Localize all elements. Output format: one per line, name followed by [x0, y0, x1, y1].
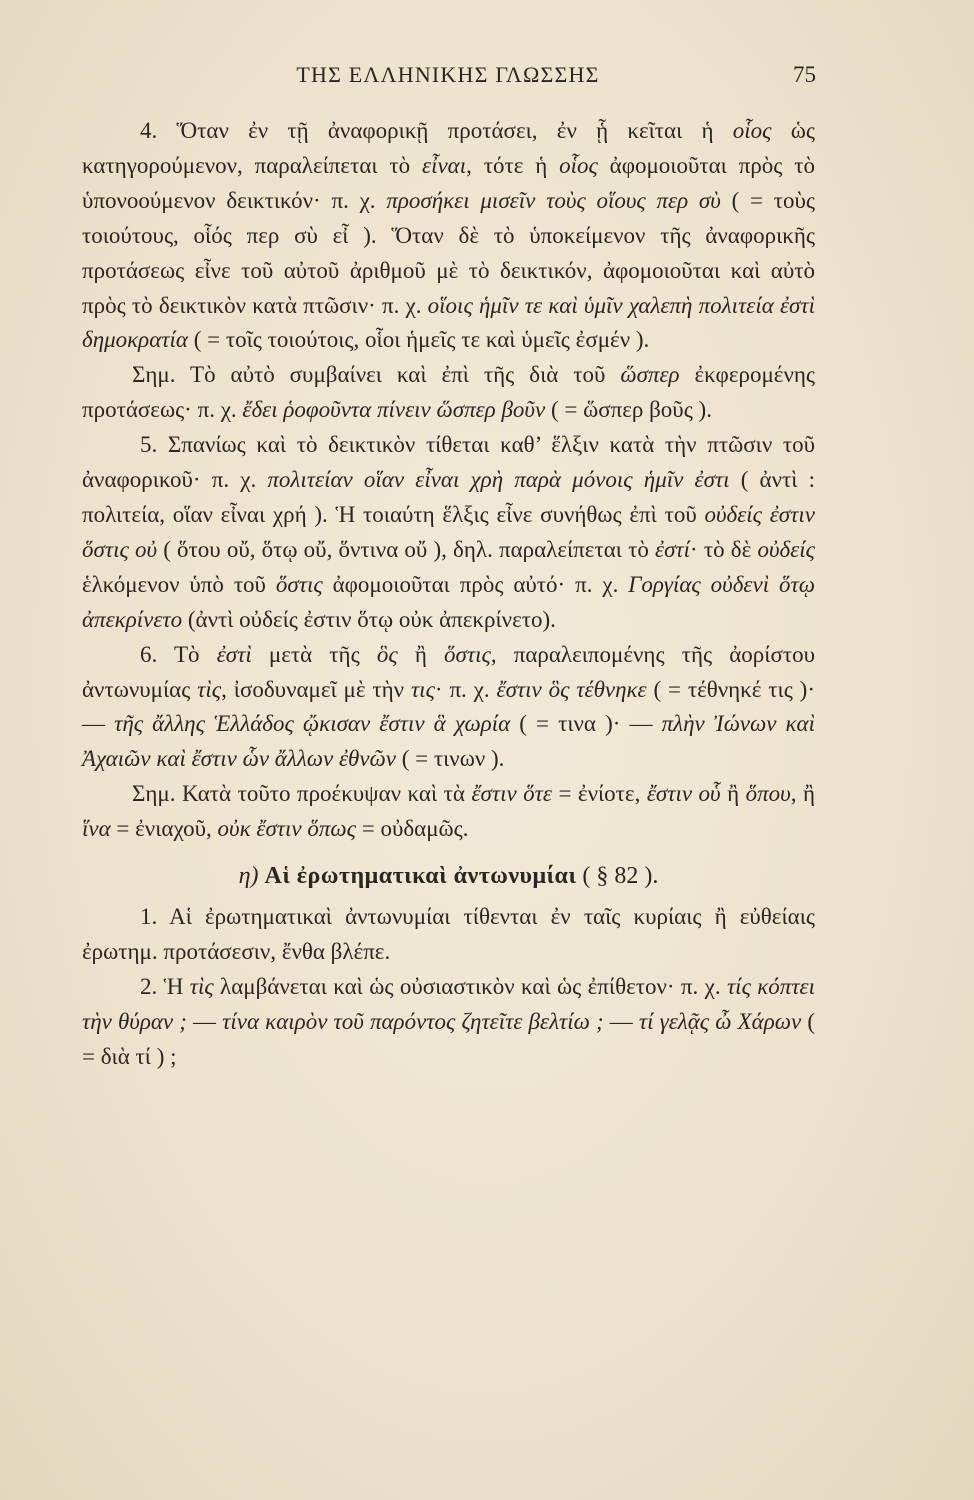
- italic-example: ὃς: [376, 641, 398, 667]
- italic-example: ἵνα: [82, 816, 111, 842]
- italic-example: πλὴν Ἰώνων καὶ Ἀχαιῶν καὶ ἔστιν ὧν ἄλλων ἐθνῶν: [82, 711, 815, 772]
- section-letter: η): [238, 863, 259, 890]
- text-run: ( ὅτου οὔ, ὅτῳ οὔ, ὅντινα οὔ ), δηλ. παραλείπεται τὸ: [157, 536, 656, 562]
- text-run: ὡς κατηγορούμενον, παραλείπεται τὸ: [82, 118, 815, 178]
- text-run: ( = τοὺς τοιούτους, οἷός περ σὺ εἶ ). Ὅταν δὲ τὸ ὑποκείμενον τῆς ἀναφορικῆς προτάσεως εἶνε τοῦ αὐτοῦ ἀριθμοῦ μὲ τὸ δεικτικόν, ἀφομοιοῦται καὶ αὐτὸ πρὸς τὸ δεικτικὸν κατὰ πτῶσιν· π. χ.: [82, 187, 815, 318]
- text-run: 5. Σπανίως καὶ τὸ δεικτικὸν τίθεται καθ’ ἕλξιν κατὰ τὴν πτῶσιν τοῦ ἀναφορικοῦ· π. χ.: [82, 432, 815, 493]
- italic-example: τίνα καιρὸν τοῦ παρόντος ζητεῖτε βελτίω ;: [222, 1008, 604, 1034]
- text-run: = ἐνιαχοῦ,: [110, 816, 218, 842]
- italic-example: οὐκ ἔστιν ὅπως: [217, 816, 356, 842]
- italic-example: ἔστιν ὅτε: [471, 781, 552, 807]
- italic-example: ὥσπερ: [620, 362, 680, 388]
- italic-example: ὅστις: [275, 571, 323, 597]
- text-run: ἢ: [397, 641, 445, 667]
- text-run: ἑλκόμενον ὑπὸ τοῦ: [82, 571, 276, 597]
- note-1: [82, 358, 815, 428]
- italic-example: Γοργίας οὐδενὶ ὅτῳ ἀπεκρίνετο: [82, 571, 815, 632]
- text-run: ( = ὥσπερ βοῦς ).: [545, 397, 712, 423]
- text-run: ( = τοῖς τοιούτοις, οἷοι ἡμεῖς τε καὶ ὑμεῖς ἐσμέν ).: [188, 327, 650, 353]
- italic-example: ὅπου: [745, 781, 791, 807]
- text-run: ( = τινα )· —: [510, 711, 662, 737]
- italic-example: πολιτείαν οἵαν εἶναι χρὴ παρὰ μόνοις ἡμῖν ἐστι: [267, 467, 730, 493]
- text-run: ἀφομοιοῦται πρὸς αὐτό· π. χ.: [322, 571, 629, 597]
- italic-example: ὅστις: [444, 641, 491, 667]
- page-header: [80, 62, 816, 102]
- text-run: (ἀντὶ οὐδείς ἐστιν ὅτῳ οὐκ ἀπεκρίνετο).: [182, 606, 556, 632]
- italic-example: προσήκει μισεῖν τοὺς οἵους περ σὺ: [386, 187, 721, 213]
- text-run: Σημ. Τὸ αὐτὸ συμβαίνει καὶ ἐπὶ τῆς διὰ τοῦ: [132, 362, 621, 388]
- text-run: ( = τινων ).: [396, 746, 505, 772]
- paragraph-6: [82, 638, 815, 778]
- paragraph-5: [82, 428, 815, 637]
- text-run: , ἢ: [790, 781, 816, 807]
- italic-example: οἷος: [732, 118, 772, 143]
- italic-example: τῆς ἄλλης Ἑλλάδος ᾤκισαν ἔστιν ἃ χωρία: [114, 711, 511, 737]
- note-2: [82, 777, 815, 847]
- italic-example: οἷος: [559, 152, 598, 178]
- text-run: 2. Ἡ: [140, 973, 190, 999]
- italic-example: ἔστιν οὗ: [646, 781, 721, 807]
- italic-example: τὶς: [189, 973, 214, 999]
- section-title: Αἱ ἐρωτηματικαὶ ἀντωνυμίαι: [264, 863, 577, 890]
- running-head: ΤΗΣ ΕΛΛΗΝΙΚΗΣ ΓΛΩΣΣΗΣ: [296, 62, 600, 87]
- text-run: —: [603, 1008, 639, 1034]
- text-run: = οὐδαμῶς.: [355, 816, 469, 842]
- text-run: ἐκφερομένης προτάσεως· π. χ.: [82, 362, 815, 423]
- text-run: = ἐνίοτε,: [551, 781, 647, 807]
- text-run: · π. χ.: [434, 676, 497, 702]
- text-run: μετὰ τῆς: [251, 641, 377, 667]
- text-run: 1. Αἱ ἐρωτηματικαὶ ἀντωνυμίαι τίθενται ἐν ταῖς κυρίαις ἢ εὐθείαις ἐρωτημ. προτάσεσιν, ἔνθα βλέπε.: [82, 903, 815, 964]
- text-run: 4. Ὅταν ἐν τῇ ἀναφορικῇ προτάσει, ἐν ᾗ κεῖται ἡ: [140, 118, 733, 143]
- italic-example: ἐστί: [655, 536, 691, 562]
- italic-example: οἵοις ἡμῖν τε καὶ ὑμῖν χαλεπὴ πολιτεία ἐστὶ δημοκρατία: [82, 292, 815, 353]
- page-number: 75: [793, 62, 816, 87]
- text-run: ἢ: [720, 781, 746, 807]
- paragraph-2: [82, 970, 815, 1075]
- italic-example: οὐδείς: [757, 536, 815, 562]
- text-run: , τότε ἡ: [466, 152, 560, 178]
- paragraph-1: [82, 900, 815, 970]
- italic-example: τὶς: [197, 676, 222, 702]
- italic-example: τί γελᾷς ὦ Χάρων: [638, 1008, 802, 1034]
- italic-example: ἔστιν ὃς τέθνηκε: [496, 676, 647, 702]
- paragraph-4: [82, 114, 815, 358]
- italic-example: ἔδει ῥοφοῦντα πίνειν ὥσπερ βοῦν: [242, 397, 546, 423]
- text-run: , παραλειπομένης τῆς ἀορίστου ἀντωνυμίας: [82, 641, 815, 702]
- body-text: [82, 114, 815, 1074]
- text-run: ( = τέθνηκέ τις )· —: [82, 676, 816, 737]
- italic-example: ἐστὶ: [216, 641, 252, 667]
- italic-example: οὐδείς ἐστιν ὅστις οὐ: [82, 501, 815, 562]
- text-run: · τὸ δὲ: [690, 536, 758, 562]
- text-run: , ἰσοδυναμεῖ μὲ τὴν: [221, 676, 411, 702]
- text-run: —: [186, 1008, 223, 1034]
- text-run: ( = διὰ τί ) ;: [82, 1008, 815, 1069]
- italic-example: τις: [410, 676, 435, 702]
- italic-example: εἶναι: [422, 152, 467, 178]
- text-run: λαμβάνεται καὶ ὡς οὐσιαστικὸν καὶ ὡς ἐπίθετον· π. χ.: [213, 973, 727, 999]
- text-run: ( ἀντὶ : πολιτεία, οἵαν εἶναι χρή ). Ἡ τοιαύτη ἕλξις εἶνε συνήθως ἐπὶ τοῦ: [82, 467, 815, 527]
- section-heading: [82, 859, 815, 894]
- text-run: Σημ. Κατὰ τοῦτο προέκυψαν καὶ τὰ: [132, 781, 472, 807]
- italic-example: τίς κόπτει τὴν θύραν ;: [82, 973, 816, 1034]
- text-run: ἀφομοιοῦται πρὸς τὸ ὑπονοούμενον δεικτικόν· π. χ.: [82, 152, 815, 213]
- section-reference: ( § 82 ).: [582, 863, 659, 890]
- text-run: 6. Τὸ: [140, 641, 217, 667]
